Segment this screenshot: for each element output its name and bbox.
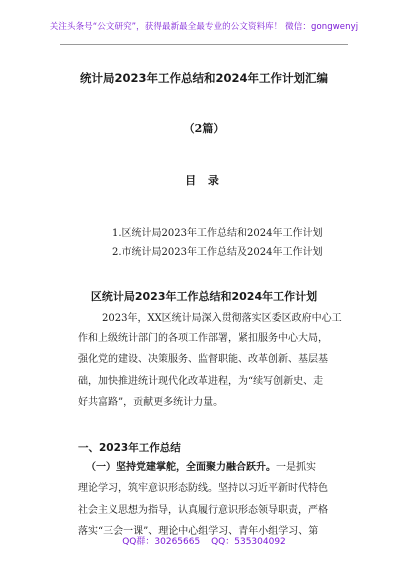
paragraph-line: 社会主义思想为指导，认真履行意识形态领导职责，严格 [78,505,328,516]
intro-line: 强化党的建设、决策服务、监督职能、改革创新、基层基 [78,354,328,365]
section-heading: 一、2023年工作总结 [78,442,181,454]
toc-item: 2.市统计局2023年工作总结及2024年工作计划 [112,247,323,258]
footer-qq: QQ：535304092 [211,537,286,547]
paragraph-line: 理论学习，筑牢意识形态防线。坚持以习近平新时代特色 [78,483,328,494]
intro-line: 作和上级统计部门的各项工作部署，紧扣服务中心大局， [78,333,328,344]
document-count: （2篇） [183,122,225,135]
header-divider [60,44,348,45]
paragraph-line: 落实“三会一课”、理论中心组学习、青年小组学习、第 [78,526,319,537]
intro-line: 好共富路”，贡献更多统计力量。 [78,397,224,408]
document-title: 统计局2023年工作总结和2024年工作计划汇编 [79,71,328,85]
paragraph-lead [86,462,316,474]
section-title: 区统计局2023年工作总结和2024年工作计划 [90,290,318,303]
header-banner: 关注头条号“公文研究”，获得最新最全最专业的公文资料库！ 微信：gongwenyj [49,22,359,32]
footer-qq-group: QQ群：30265665 [122,537,201,547]
intro-line: 2023年，XX区统计局深入贯彻落实区委区政府中心工 [102,313,342,324]
toc-item: 1.区统计局2023年工作总结和2024年工作计划 [112,228,323,239]
footer-contact [0,534,408,547]
toc-heading: 目 录 [185,174,223,187]
paragraph-lead-bold: （一）坚持党建掌舵，全面聚力融合跃升。 [86,462,276,473]
paragraph-lead-rest: 一是抓实 [276,462,316,473]
intro-line: 础，加快推进统计现代化改革进程，为“续写创新史、走 [78,376,324,387]
